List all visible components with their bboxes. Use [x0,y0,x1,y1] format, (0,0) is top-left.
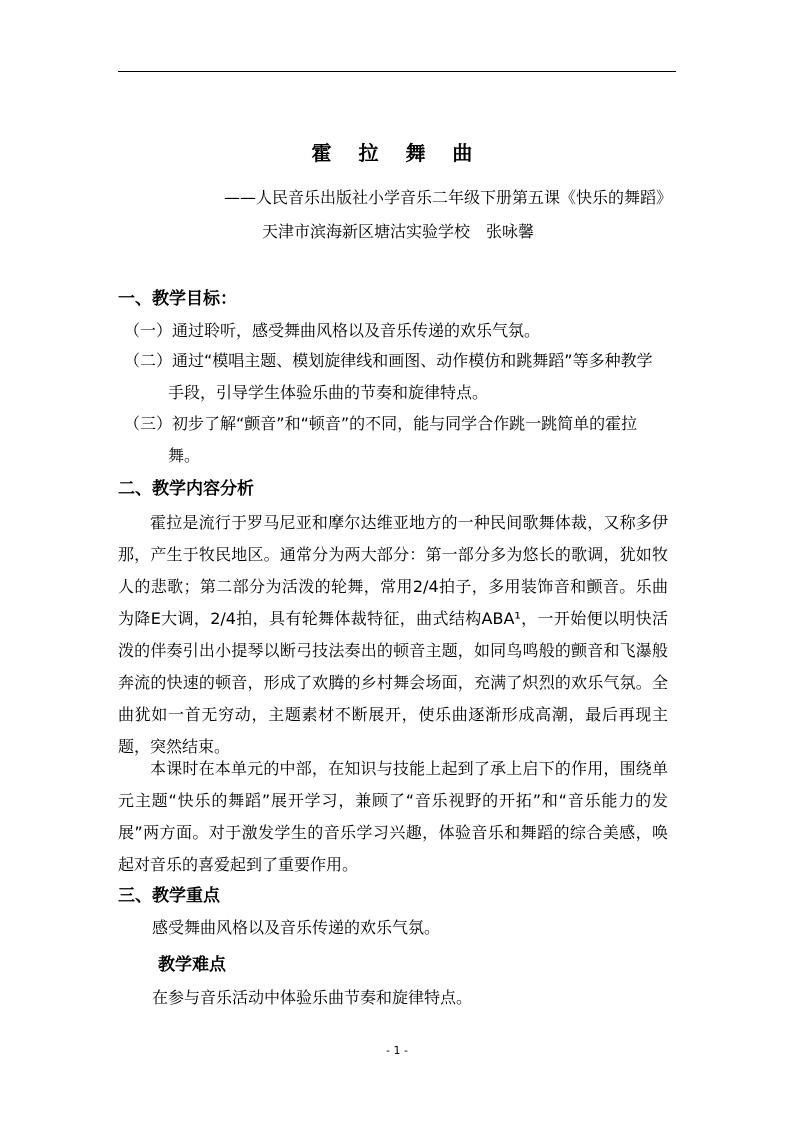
author-line [262,220,534,244]
analysis-paragraph-1 [118,507,668,763]
section-heading-analysis: 二、教学内容分析 [118,479,254,499]
section-heading-goals: 一、教学目标： [118,289,237,309]
author-name: 张咏馨 [486,222,535,241]
school-name: 天津市滨海新区塘沽实验学校 [262,222,471,241]
goal-label: （一） [124,321,173,340]
goal-item-3 [124,408,672,472]
goal-text: 通过聆听，感受舞曲风格以及音乐传递的欢乐气氛。 [172,321,541,340]
goal-label: （三） [124,414,173,433]
difficulty-heading: 教学难点 [158,955,226,975]
analysis-paragraph-2 [118,753,668,881]
paragraph-text: 本课时在本单元的中部，在知识与技能上起到了承上启下的作用，围绕单元主题“快乐的舞蹈”展开学习，兼顾了“音乐视野的开拓”和“音乐能力的发展”两方面。对于激发学生的音乐学习兴趣，体验音乐和舞蹈的综合美感，唤起对音乐的喜爱起到了重要作用。 [118,759,668,874]
difficulty-text: 在参与音乐活动中体验乐曲节奏和旋律特点。 [152,988,473,1007]
document-subtitle: ——人民音乐出版社小学音乐二年级下册第五课《快乐的舞蹈》 [223,188,672,207]
goal-text: 通过“模唱主题、模划旋律线和画图、动作模仿和跳舞蹈”等多种教学 [172,351,653,370]
key-point-text: 感受舞曲风格以及音乐传递的欢乐气氛。 [152,918,441,937]
goal-text-continued: 舞。 [168,446,201,465]
page-number: - 1 - [386,1044,408,1057]
goal-item-2 [124,345,672,409]
goal-text: 初步了解“颤音”和“顿音”的不同，能与同学合作跳一跳简单的霍拉 [172,414,638,433]
goal-item-1 [124,315,672,347]
document-title: 霍 拉 舞 曲 [311,141,483,165]
goal-label: （二） [124,351,173,370]
section-heading-key-points: 三、教学重点 [118,886,220,906]
paragraph-text: 霍拉是流行于罗马尼亚和摩尔达维亚地方的一种民间歌舞体裁，又称多伊那，产生于牧民地区。通常分为两大部分：第一部分多为悠长的歌调，犹如牧人的悲歌；第二部分为活泼的轮舞，常用2/4拍子，多用装饰音和颤音。乐曲为降E大调，2/4拍，具有轮舞体裁特征，曲式结构ABA¹，一开始便以明快活泼的伴奏引出小提琴以断弓技法奏出的顿音主题，如同鸟鸣般的颤音和飞瀑般奔流的快速的顿音，形成了欢腾的乡村舞会场面，充满了炽烈的欢乐气氛。全曲犹如一首无穷动，主题素材不断展开，使乐曲逐渐形成高潮，最后再现主题，突然结束。 [118,513,668,756]
header-rule [118,71,676,72]
goal-text-continued: 手段，引导学生体验乐曲的节奏和旋律特点。 [168,383,489,402]
